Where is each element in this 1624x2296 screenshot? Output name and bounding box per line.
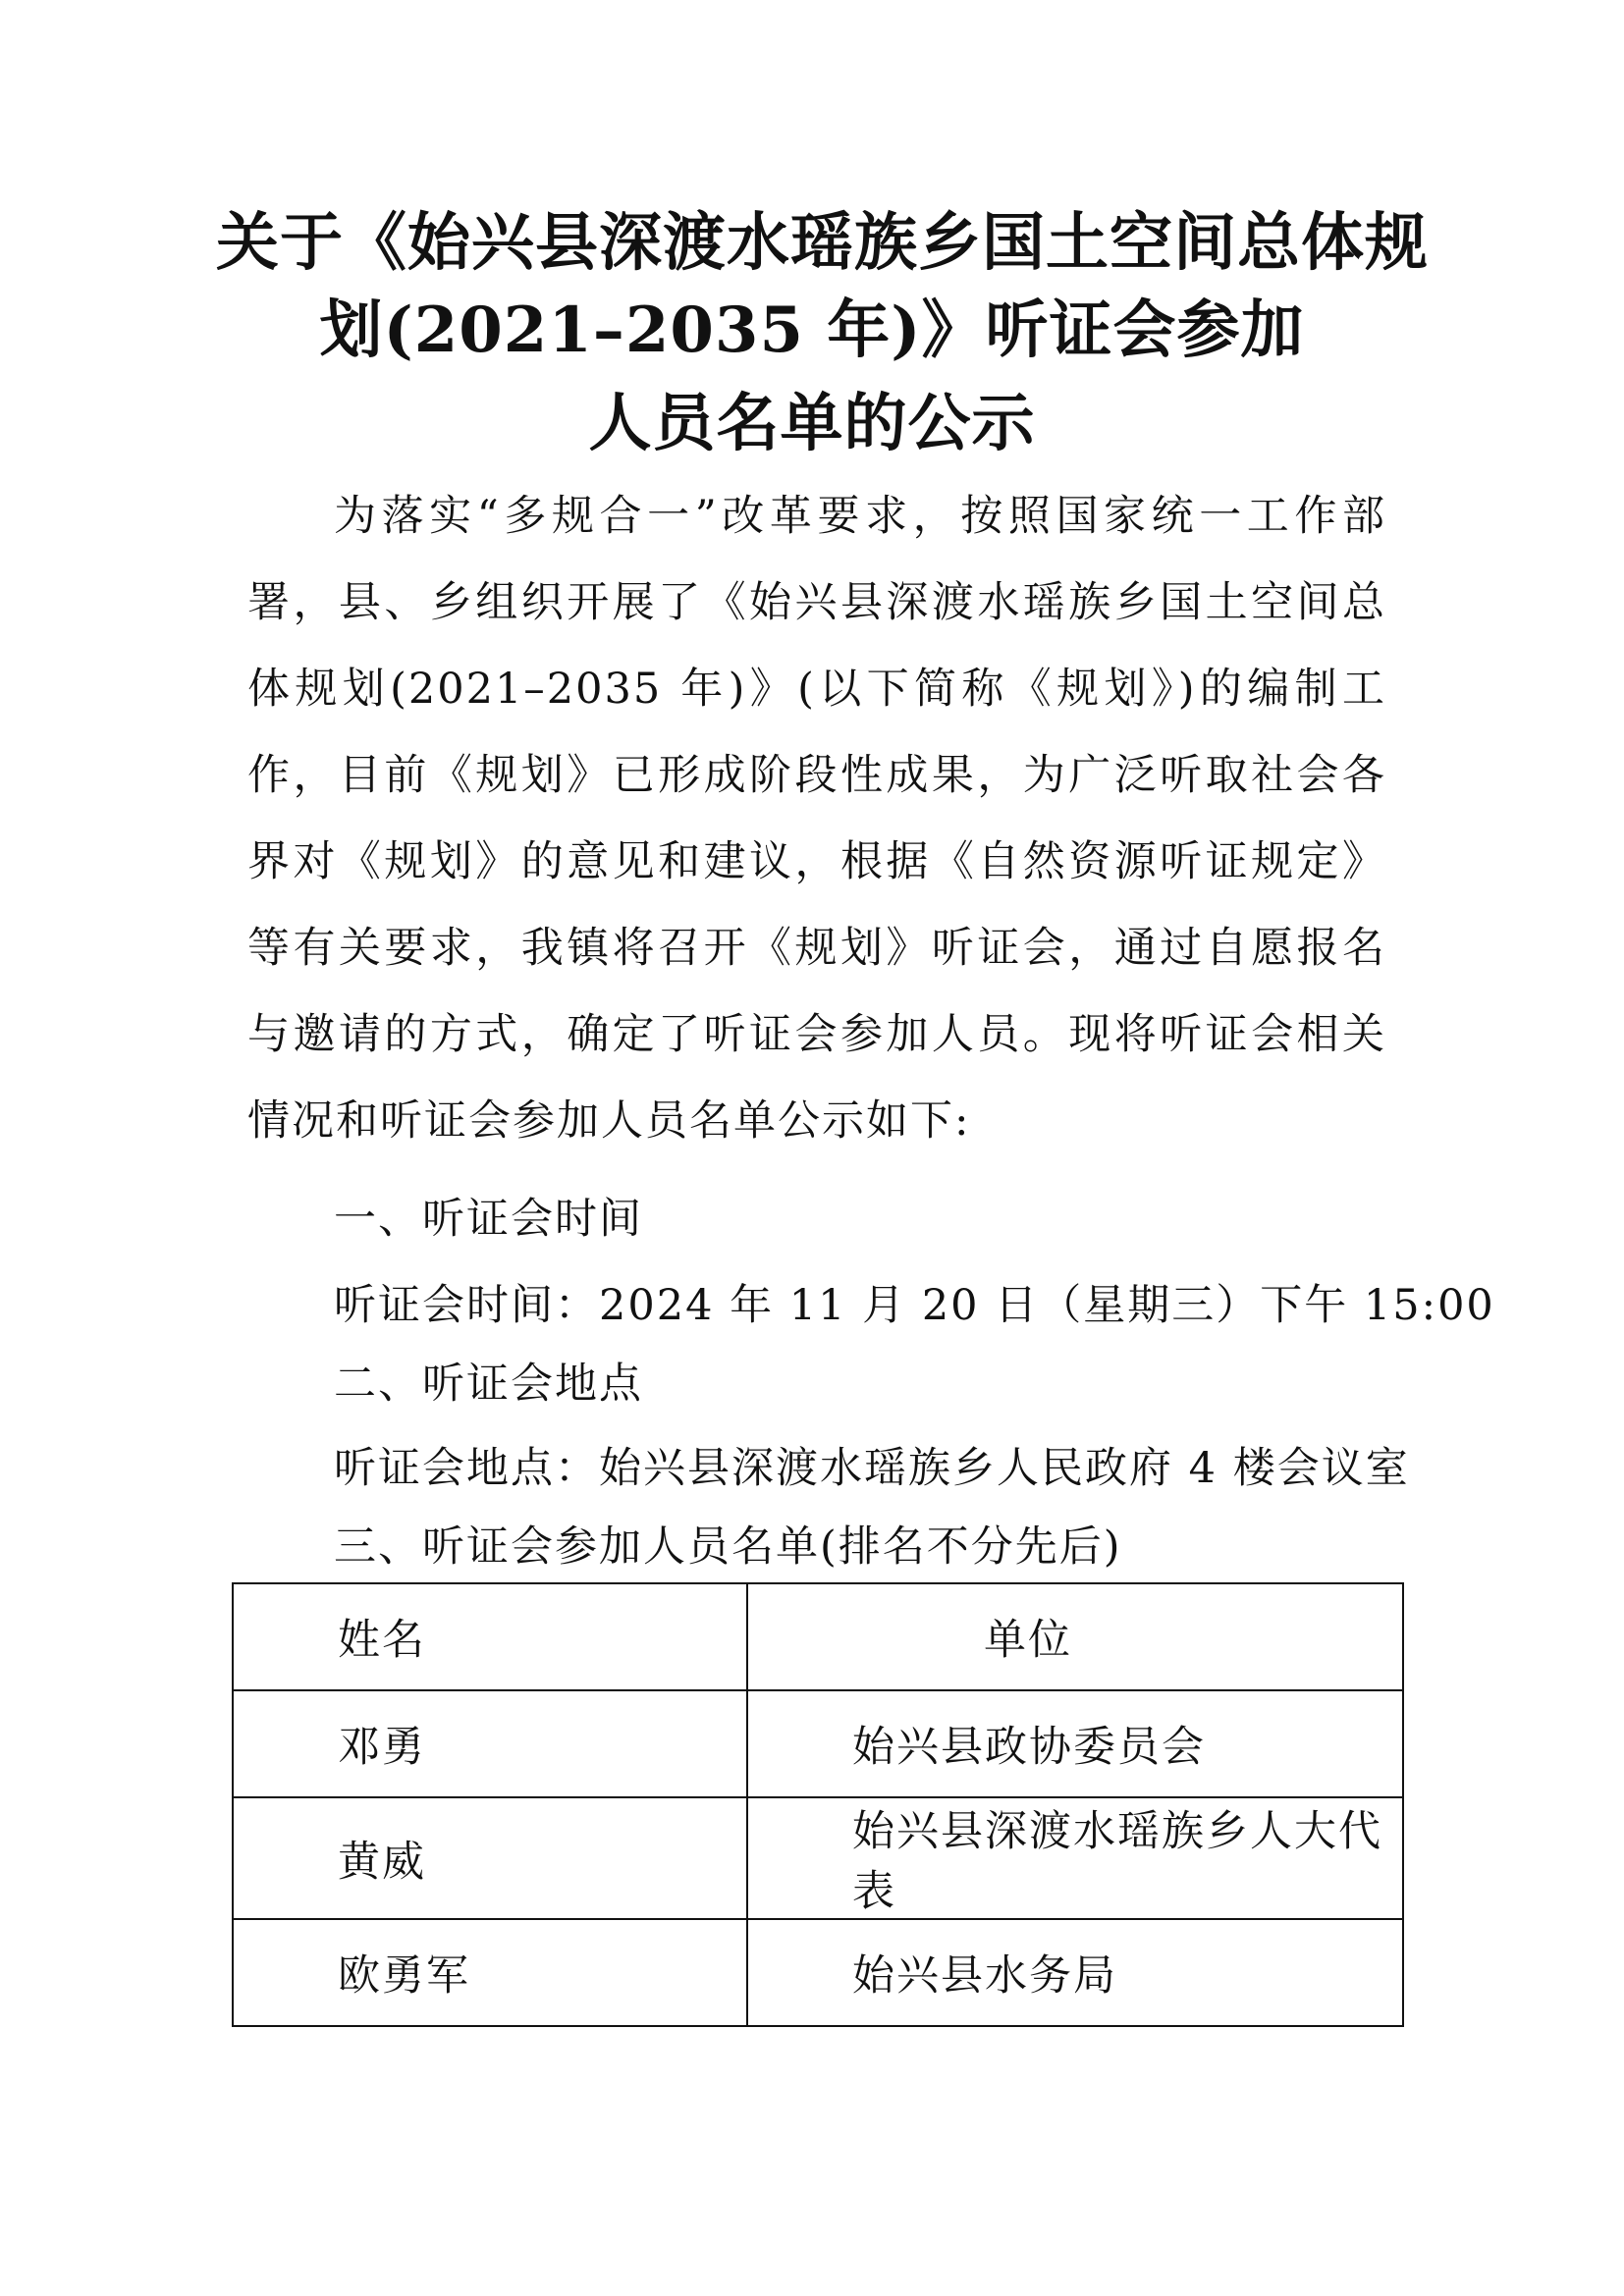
table-row — [233, 1919, 1403, 2026]
participants-table — [232, 1582, 1404, 2027]
intro-paragraph: 为落实“多规合一”改革要求，按照国家统一工作部署，县、乡组织开展了《始兴县深渡水瑶族乡国土空间总体规划(2021–2035 年)》(以下简称《规划》)的编制工作，目前《规划》已形成阶段性成果，为广泛听取社会各界对《规划》的意见和建议，根据《自然资源听证规定》等有关要求，我镇将召开《规划》听证会，通过自愿报名与邀请的方式，确定了听证会参加人员。现将听证会相关情况和听证会参加人员名单公示如下: — [247, 492, 1386, 1146]
header-name: 姓名 — [233, 1583, 747, 1690]
section-1-heading: 一、听证会时间 — [334, 1195, 643, 1244]
title-line-2: 划(2021–2035 年)》听证会参加 — [319, 294, 1305, 367]
row-name: 欧勇军 — [233, 1919, 747, 2026]
row-name: 黄威 — [233, 1797, 747, 1919]
hearing-time: 听证会时间：2024 年 11 月 20 日（星期三）下午 15:00 — [334, 1281, 1495, 1330]
header-unit: 单位 — [747, 1583, 1403, 1690]
title-line-1: 关于《始兴县深渡水瑶族乡国土空间总体规 — [216, 206, 1429, 280]
title-line-3: 人员名单的公示 — [588, 387, 1036, 460]
row-unit: 始兴县水务局 — [747, 1919, 1403, 2026]
table-header-row — [233, 1583, 1403, 1690]
row-unit: 始兴县深渡水瑶族乡人大代表 — [747, 1797, 1403, 1919]
section-2-heading: 二、听证会地点 — [334, 1360, 643, 1409]
hearing-location: 听证会地点：始兴县深渡水瑶族乡人民政府 4 楼会议室 — [334, 1444, 1410, 1493]
section-3-heading: 三、听证会参加人员名单(排名不分先后) — [334, 1522, 1122, 1572]
row-unit: 始兴县政协委员会 — [747, 1690, 1403, 1797]
table-row — [233, 1797, 1403, 1919]
row-name: 邓勇 — [233, 1690, 747, 1797]
table-row — [233, 1690, 1403, 1797]
